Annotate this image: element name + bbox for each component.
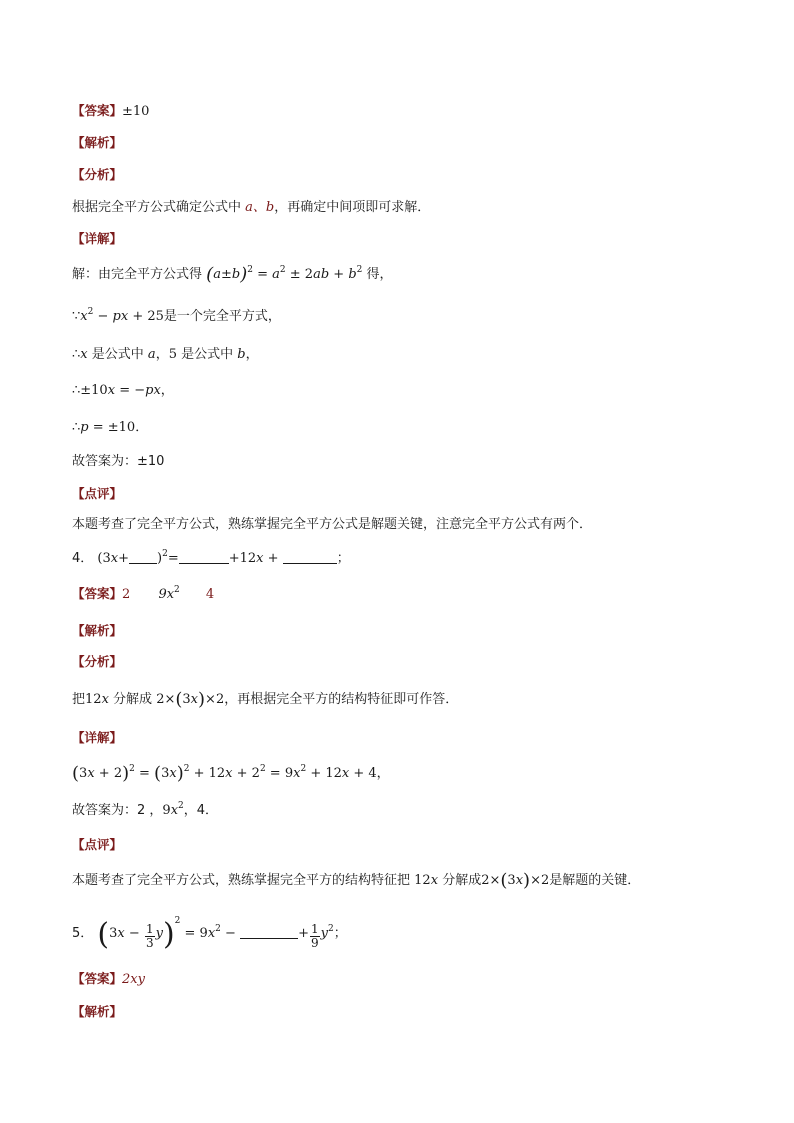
q4-analysis-tag: 【解析】 bbox=[72, 623, 123, 638]
q4-question: 4． $(3x+ )^2= +12x$ + ； bbox=[72, 549, 350, 566]
q3-fenxi-text: 根据完全平方公式确定公式中 a、b，再确定中间项即可求解． bbox=[72, 200, 431, 215]
q4-blank-1[interactable] bbox=[129, 551, 157, 564]
q3-answer-line bbox=[72, 102, 149, 121]
answer-tag: 【答案】 bbox=[72, 586, 123, 601]
q5-question: 5． (3x − $\frac{1}{3}$ $y)^2 = 9x^2$ − + $\frac{1}{9}$ $y^2$； bbox=[72, 916, 347, 952]
q4-answer-line bbox=[72, 585, 214, 604]
q4-detail-tag: 【详解】 bbox=[72, 730, 123, 745]
q4-fenxi-tag: 【分析】 bbox=[72, 654, 123, 669]
q4-answer-3: 4 bbox=[205, 587, 215, 602]
q4-fenxi-text: 把12x 分解成 2×(3x)×2，再根据完全平方的结构特征即可作答． bbox=[72, 689, 459, 710]
q3-review-tag: 【点评】 bbox=[72, 486, 123, 501]
q3-step5: ∴p = ±10． bbox=[72, 420, 149, 435]
q4-review-text: 本题考查了完全平方公式，熟练掌握完全平方的结构特征把 12x 分解成2×(3x)×2是解题的关键． bbox=[72, 870, 641, 891]
q3-step3: ∴x 是公式中 a，5 是公式中 b， bbox=[72, 347, 259, 362]
q3-fenxi-tag: 【分析】 bbox=[72, 167, 123, 182]
q3-analysis-tag: 【解析】 bbox=[72, 135, 123, 150]
q4-answer-1: 2 bbox=[122, 587, 131, 602]
q3-fenxi-vars: a、b bbox=[245, 200, 275, 215]
q4-number: 4． bbox=[72, 551, 94, 566]
q3-step4: ∴±10x = −px， bbox=[72, 383, 174, 398]
answer-tag: 【答案】 bbox=[72, 103, 123, 118]
q4-blank-3[interactable] bbox=[283, 551, 337, 564]
q3-step1: 解：由完全平方公式得 $(a\pm b)^2 = a^2 \pm 2ab + b^2$ 得， bbox=[72, 264, 393, 285]
formula-square: $(a\pm b)^2 = a^2 \pm 2ab + b^2$ bbox=[206, 264, 363, 285]
q3-step2: $\because x^2$ − px + 25是一个完全平方式， bbox=[72, 307, 281, 324]
q3-final: 故答案为：±10 bbox=[72, 454, 165, 469]
q5-analysis-tag: 【解析】 bbox=[72, 1004, 123, 1019]
answer-tag: 【答案】 bbox=[72, 971, 123, 986]
q4-final: 故答案为：2 ，$9x^2$，4． bbox=[72, 801, 219, 818]
q3-review-text: 本题考查了完全平方公式，熟练掌握完全平方公式是解题关键，注意完全平方公式有两个． bbox=[72, 517, 593, 532]
q3-detail-tag: 【详解】 bbox=[72, 231, 123, 246]
q5-number: 5． bbox=[72, 926, 94, 941]
q5-answer-value: 2xy bbox=[122, 972, 145, 987]
q4-review-tag: 【点评】 bbox=[72, 837, 123, 852]
q5-blank[interactable] bbox=[240, 926, 298, 939]
q4-answer-2: $9x^2$ bbox=[158, 585, 180, 602]
q5-answer-line bbox=[72, 970, 145, 989]
q4-blank-2[interactable] bbox=[179, 551, 229, 564]
q4-detail-eq: $(3x + 2)^2 = (3x)^2 + 12x + 2^2 = 9x^2 + 12x + 4$， bbox=[72, 763, 390, 784]
q3-answer-value: ±10 bbox=[122, 104, 150, 119]
